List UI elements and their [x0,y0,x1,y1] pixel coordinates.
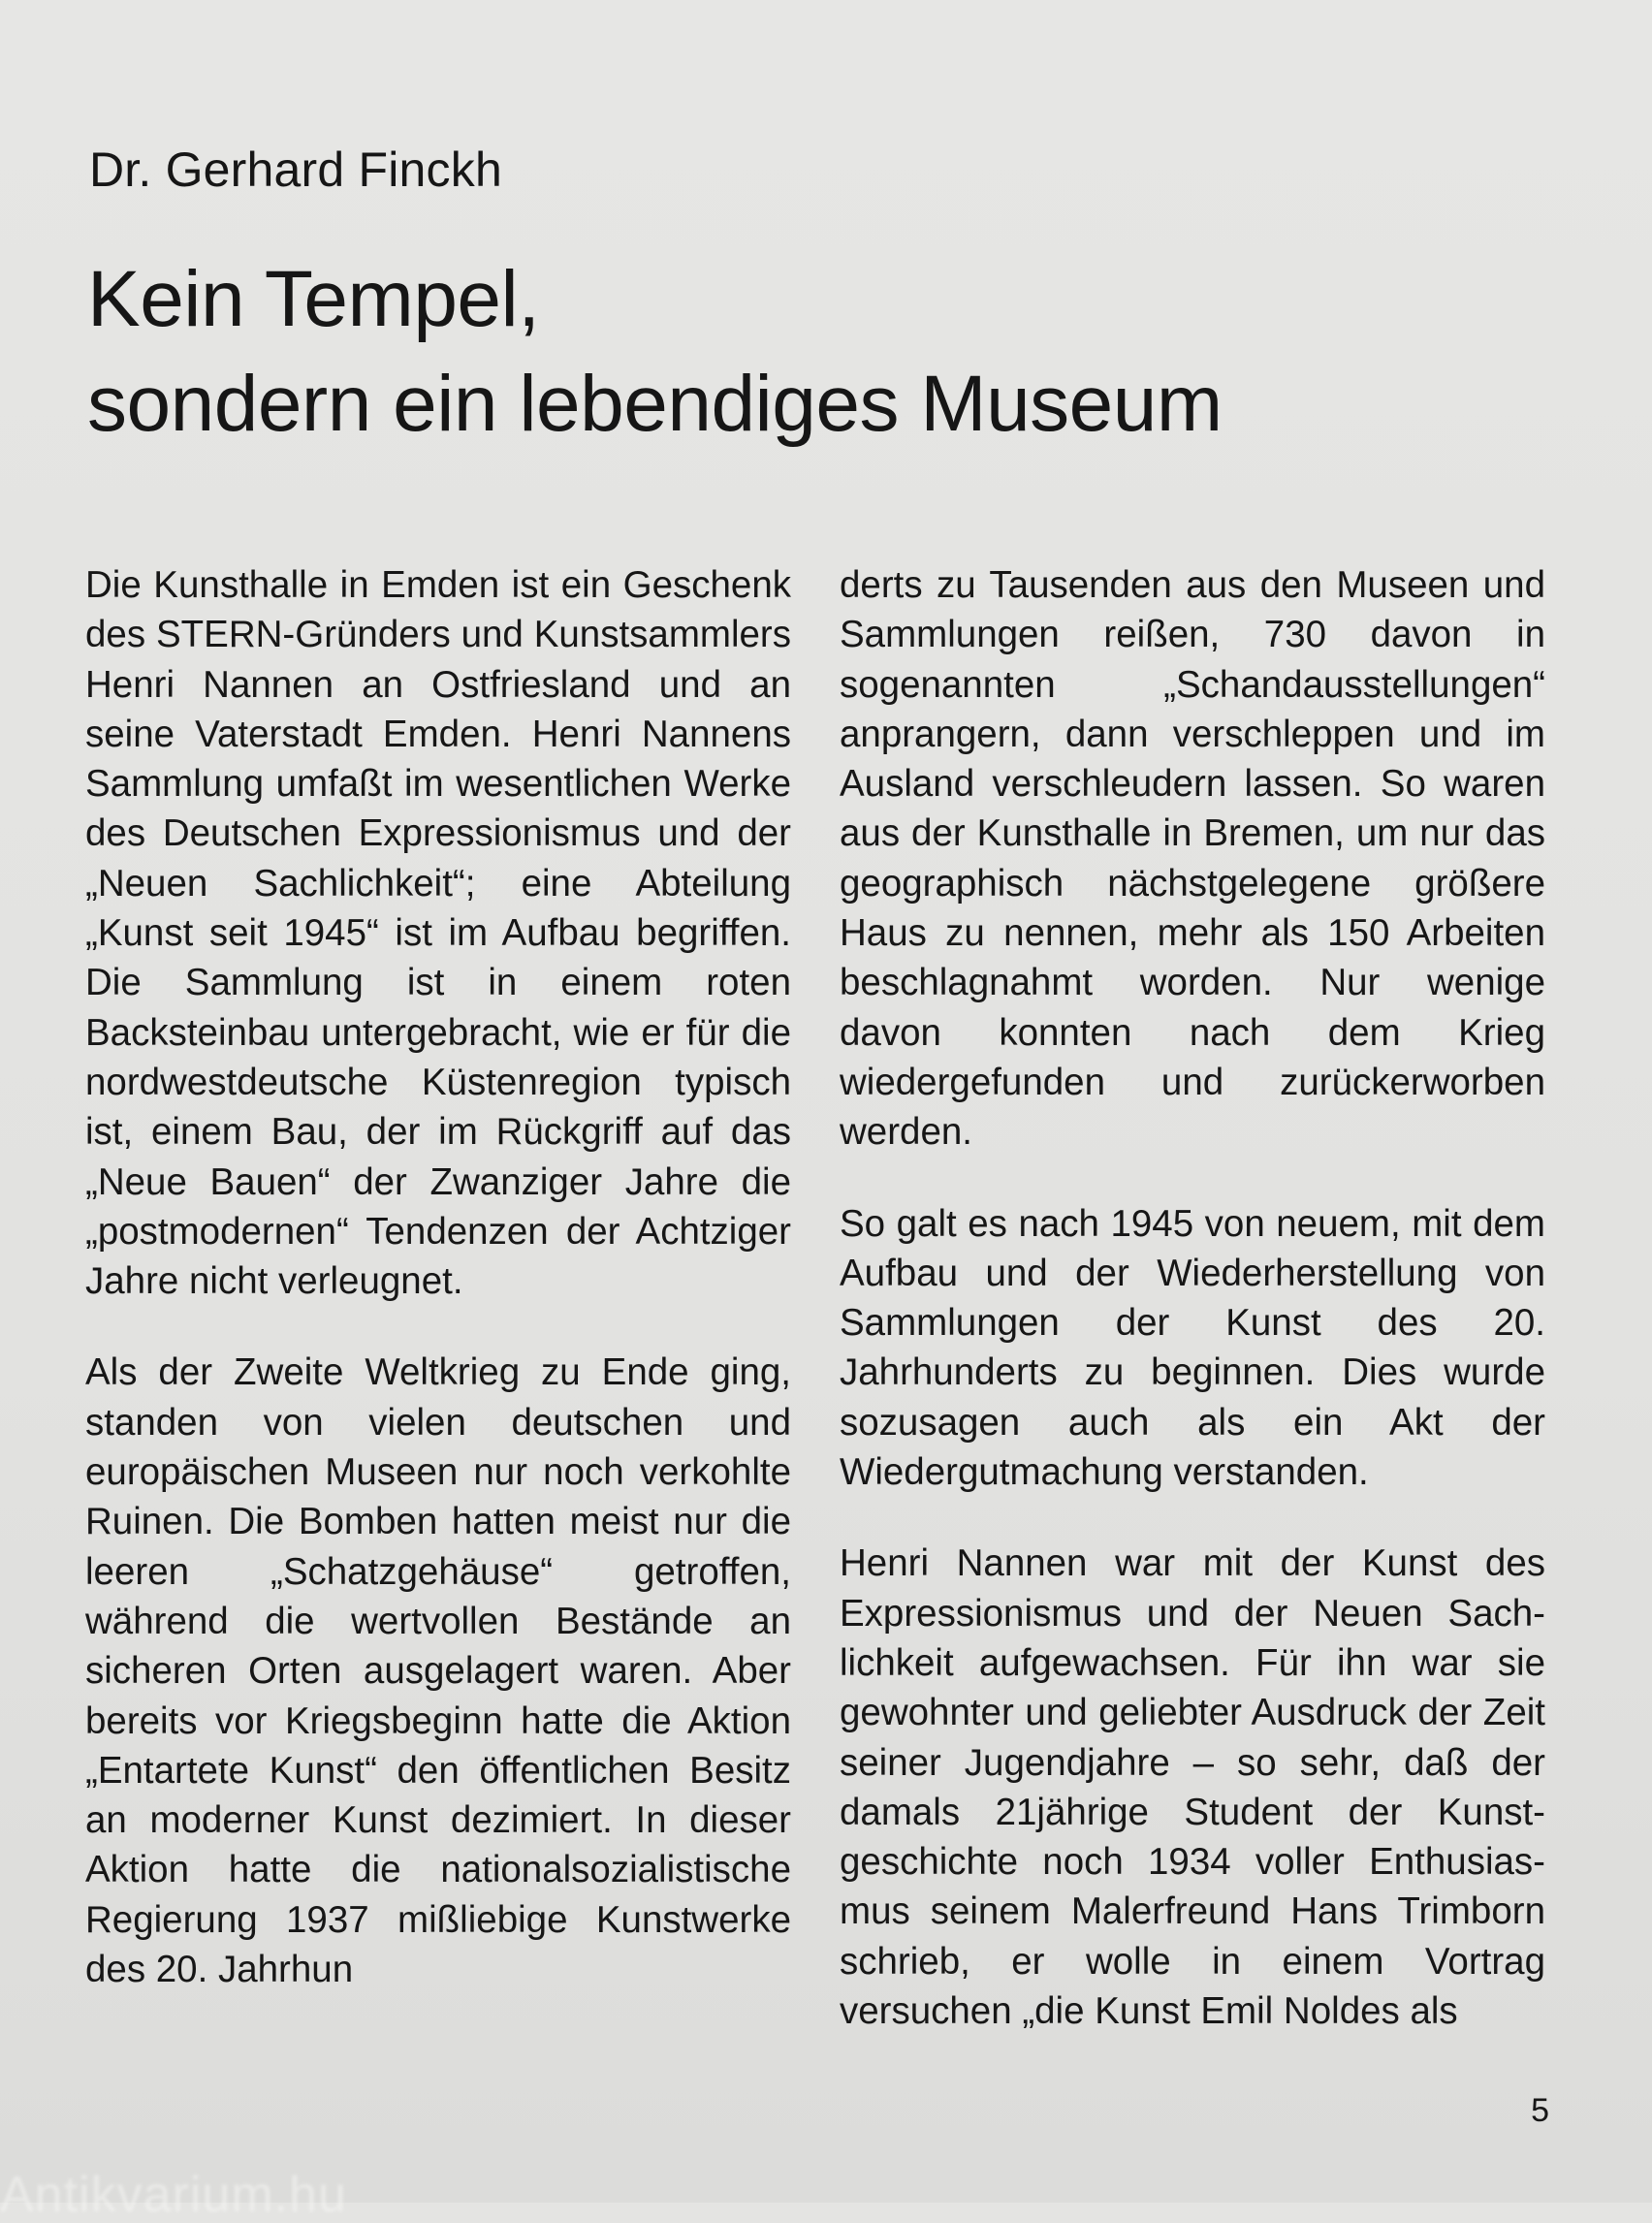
title-line-1: Kein Tempel, [87,255,540,343]
title-line-2: sondern ein lebendiges Museum [87,360,1223,448]
paragraph: So galt es nach 1945 von neuem, mit dem Aufbau und der Wiederherstellung von Sammlungen der Kunst des 20. Jahrhunderts zu beginnen. Dies wurde sozusagen auch als ein Akt der Wiedergutmachung verstanden. [840,1202,1545,1494]
text-column-left [85,560,791,2036]
text-column-right [840,560,1545,2078]
watermark-text: Antikvarium.hu [0,2167,347,2223]
paragraph: derts zu Tausenden aus den Museen und Sammlungen reißen, 730 davon in sogenannten „Schandausstellungen“ anprangern, dann verschleppen und im Ausland verschleudern lassen. So waren aus der Kunsthalle in Bremen, um nur das geographisch nächstgelegene größere Haus zu nennen, mehr als 150 Arbeiten beschlagnahmt worden. Nur wenige davon konnten nach dem Krieg wiedergefunden und zurückerworben werden. [840,564,1545,1154]
paragraph: Die Kunsthalle in Emden ist ein Geschenk des STERN-Gründers und Kunstsammlers Henri Nannen an Ostfriesland und an seine Vaterstadt Emden. Henri Nannens Sammlung umfaßt im wesentlichen Werke des Deutschen Expressionismus und der „Neuen Sachlichkeit“; eine Abteilung „Kunst seit 1945“ ist im Aufbau begriffen. Die Sammlung ist in einem roten Backsteinbau untergebracht, wie er für die nordwestdeutsche Küstenregion typisch ist, einem Bau, der im Rückgriff auf das „Neue Bauen“ der Zwanziger Jahre die „postmodernen“ Tendenzen der Achtziger Jahre nicht verleugnet. [85,564,791,1303]
author-name: Dr. Gerhard Finckh [89,143,502,197]
page-number: 5 [1531,2092,1549,2129]
paragraph: Henri Nannen war mit der Kunst des Expressionismus und der Neuen Sachlichkeit aufgewachsen. Für ihn war sie gewohnter und geliebter Ausdruck der Zeit seiner Jugendjahre – so sehr, daß der damals 21jährige Student der Kunstgeschichte noch 1934 voller Enthusiasmus seinem Malerfreund Hans Trimborn schrieb, er wolle in einem Vortrag versuchen „die Kunst Emil Noldes als [840,1542,1545,2033]
paragraph: Als der Zweite Weltkrieg zu Ende ging, standen von vielen deutschen und europäischen Museen nur noch verkohlte Ruinen. Die Bomben hatten meist nur die leeren „Schatzgehäuse“ getroffen, während die wertvollen Bestände an sicheren Orten ausgelagert waren. Aber bereits vor Kriegsbeginn hatte die Aktion „Entartete Kunst“ den öffentlichen Besitz an moderner Kunst dezimiert. In dieser Aktion hatte die nationalsozialistische Regierung 1937 mißliebige Kunstwerke des 20. Jahrhun [85,1351,791,1991]
article-title [87,247,1223,457]
